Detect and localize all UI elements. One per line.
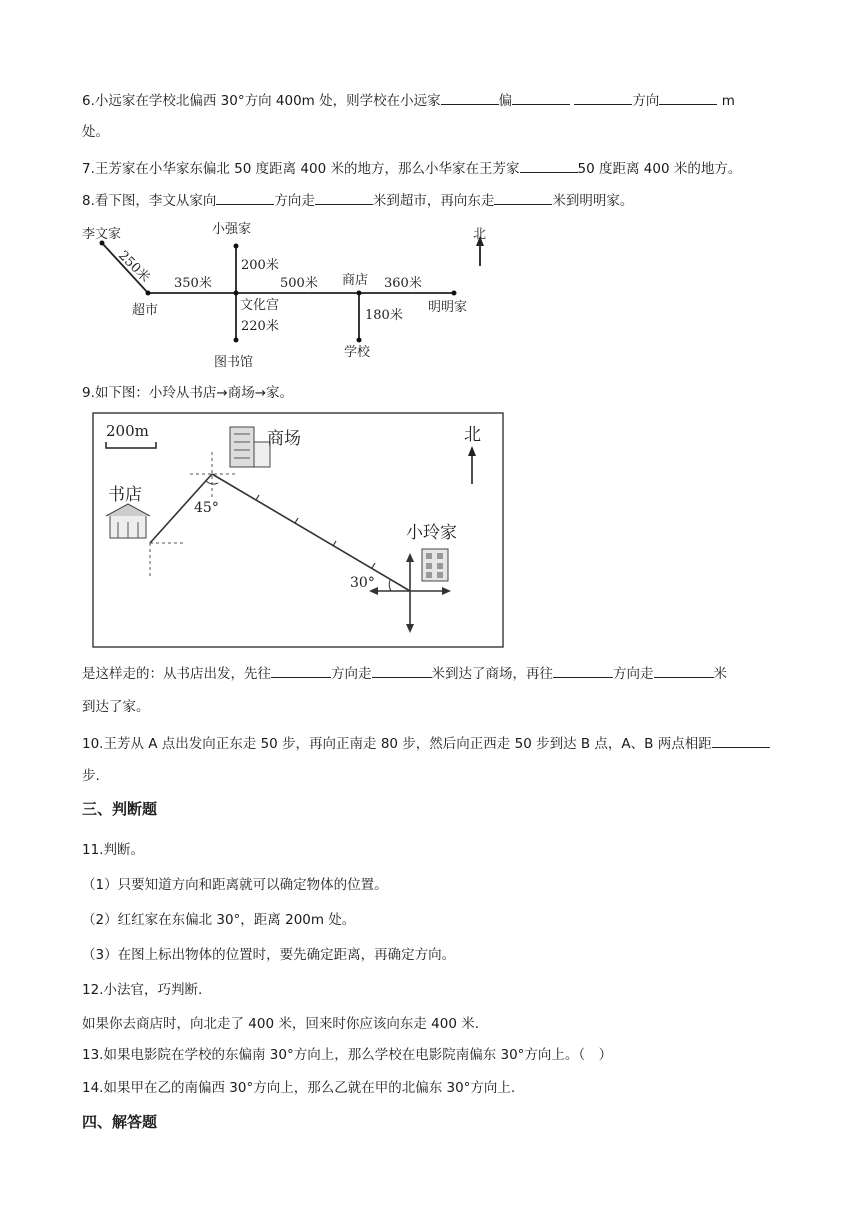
q9-text-c: 方向走 (331, 666, 372, 682)
q8-mingming-home-label: 明明家 (428, 300, 468, 315)
section-4-heading: 四、解答题 (82, 1113, 158, 1131)
q8-north-label: 北 (473, 227, 487, 242)
q8-supermarket-label: 超市 (132, 303, 159, 318)
q10-line2 (82, 766, 100, 786)
q9-text-d: 米到达了商场，再往 (431, 666, 553, 682)
q9-blank-2[interactable] (372, 663, 432, 678)
q8-distance-180: 180米 (365, 308, 403, 323)
q8-route-map (82, 216, 502, 374)
q7-text-a: 7.王芳家在小华家东偏北 50 度距离 400 米的地方，那么小华家在王芳家 (82, 161, 520, 177)
q9-route-map (92, 412, 504, 648)
q6-blank-3[interactable] (574, 90, 632, 105)
q9-scale-label: 200m (106, 422, 149, 440)
q9-line (82, 383, 293, 403)
q10-text-a: 10.王芳从 A 点出发向正东走 50 步，再向正南走 80 步，然后向正西走 50 步到达 B 点，A、B 两点相距 (82, 736, 712, 752)
q7-line (82, 158, 741, 179)
q9-text-b: 是这样走的：从书店出发，先往 (82, 666, 271, 682)
q11-item-1: （1）只要知道方向和距离就可以确定物体的位置。 (82, 877, 388, 893)
section-3-heading: 三、判断题 (82, 800, 158, 818)
q13-text: 13.如果电影院在学校的东偏南 30°方向上，那么学校在电影院南偏东 30°方向上。（ ） (82, 1047, 613, 1063)
q8-distance-360: 360米 (384, 276, 422, 291)
q11-item-3: （3）在图上标出物体的位置时，要先确定距离，再确定方向。 (82, 947, 456, 963)
q6-line2 (82, 122, 109, 142)
q8-blank-3[interactable] (494, 190, 552, 205)
q8-distance-250: 250米 (115, 248, 153, 286)
q9-text-e: 方向走 (613, 666, 654, 682)
q6-text-e: 处。 (82, 124, 109, 140)
q9-blank-1[interactable] (271, 663, 331, 678)
q10-line1 (82, 733, 770, 754)
q6-blank-1[interactable] (441, 90, 499, 105)
q9-bookstore-label: 书店 (108, 485, 142, 505)
q6-text-b: 偏 (498, 93, 513, 109)
q6-line1 (82, 90, 735, 111)
q8-distance-220: 220米 (241, 319, 279, 334)
home-building-icon (422, 549, 448, 581)
q8-text-b: 方向走 (274, 193, 315, 209)
q9-text-f: 米 (713, 666, 727, 682)
q11-item-2: （2）红红家在东偏北 30°，距离 200m 处。 (82, 912, 356, 928)
q8-school-label: 学校 (344, 345, 371, 360)
q9-blank-4[interactable] (654, 663, 714, 678)
q7-text-b: 50 度距离 400 米的地方。 (577, 161, 742, 177)
q12-title: 12.小法官，巧判断. (82, 982, 203, 998)
q9-home-label: 小玲家 (406, 523, 457, 543)
q9-answer-line2 (82, 697, 150, 717)
q9-mall-label: 商场 (267, 429, 301, 449)
q8-blank-1[interactable] (216, 190, 274, 205)
q8-distance-350: 350米 (174, 276, 212, 291)
q9-text-a: 9.如下图：小玲从书店→商场→家。 (82, 385, 294, 401)
q12-body: 如果你去商店时，向北走了 400 米，回来时你应该向东走 400 米. (82, 1016, 479, 1032)
q8-text-d: 米到明明家。 (552, 193, 634, 209)
q8-text-a: 8.看下图，李文从家向 (82, 193, 217, 209)
q8-blank-2[interactable] (315, 190, 373, 205)
q6-text-d: m (717, 93, 735, 109)
q11-title: 11.判断。 (82, 842, 144, 858)
q10-text-b: 步. (82, 768, 100, 784)
q8-distance-200: 200米 (241, 258, 279, 273)
q8-text-c: 米到超市，再向东走 (372, 193, 495, 209)
q8-xiaoqiang-home-label: 小强家 (212, 222, 252, 237)
q8-library-label: 图书馆 (214, 355, 254, 370)
q6-blank-2[interactable] (512, 90, 570, 105)
q9-angle-30: 30° (350, 575, 375, 591)
q9-north-label: 北 (464, 425, 481, 445)
q14-text: 14.如果甲在乙的南偏西 30°方向上，那么乙就在甲的北偏东 30°方向上. (82, 1080, 516, 1096)
q8-line (82, 190, 633, 211)
q8-shop-label: 商店 (342, 273, 369, 288)
q6-text-a: 6.小远家在学校北偏西 30°方向 400m 处，则学校在小远家 (82, 93, 441, 109)
q7-blank[interactable] (520, 158, 578, 173)
q8-culture-palace-label: 文化宫 (240, 298, 280, 313)
q9-angle-45: 45° (194, 500, 219, 516)
q9-blank-3[interactable] (553, 663, 613, 678)
q6-blank-4[interactable] (659, 90, 717, 105)
q9-answer-line1 (82, 663, 727, 684)
q6-text-c: 方向 (632, 93, 660, 109)
q10-blank[interactable] (712, 733, 770, 748)
q9-text-g: 到达了家。 (82, 699, 150, 715)
q8-liwen-home-label: 李文家 (82, 227, 122, 242)
q8-distance-500: 500米 (280, 276, 318, 291)
